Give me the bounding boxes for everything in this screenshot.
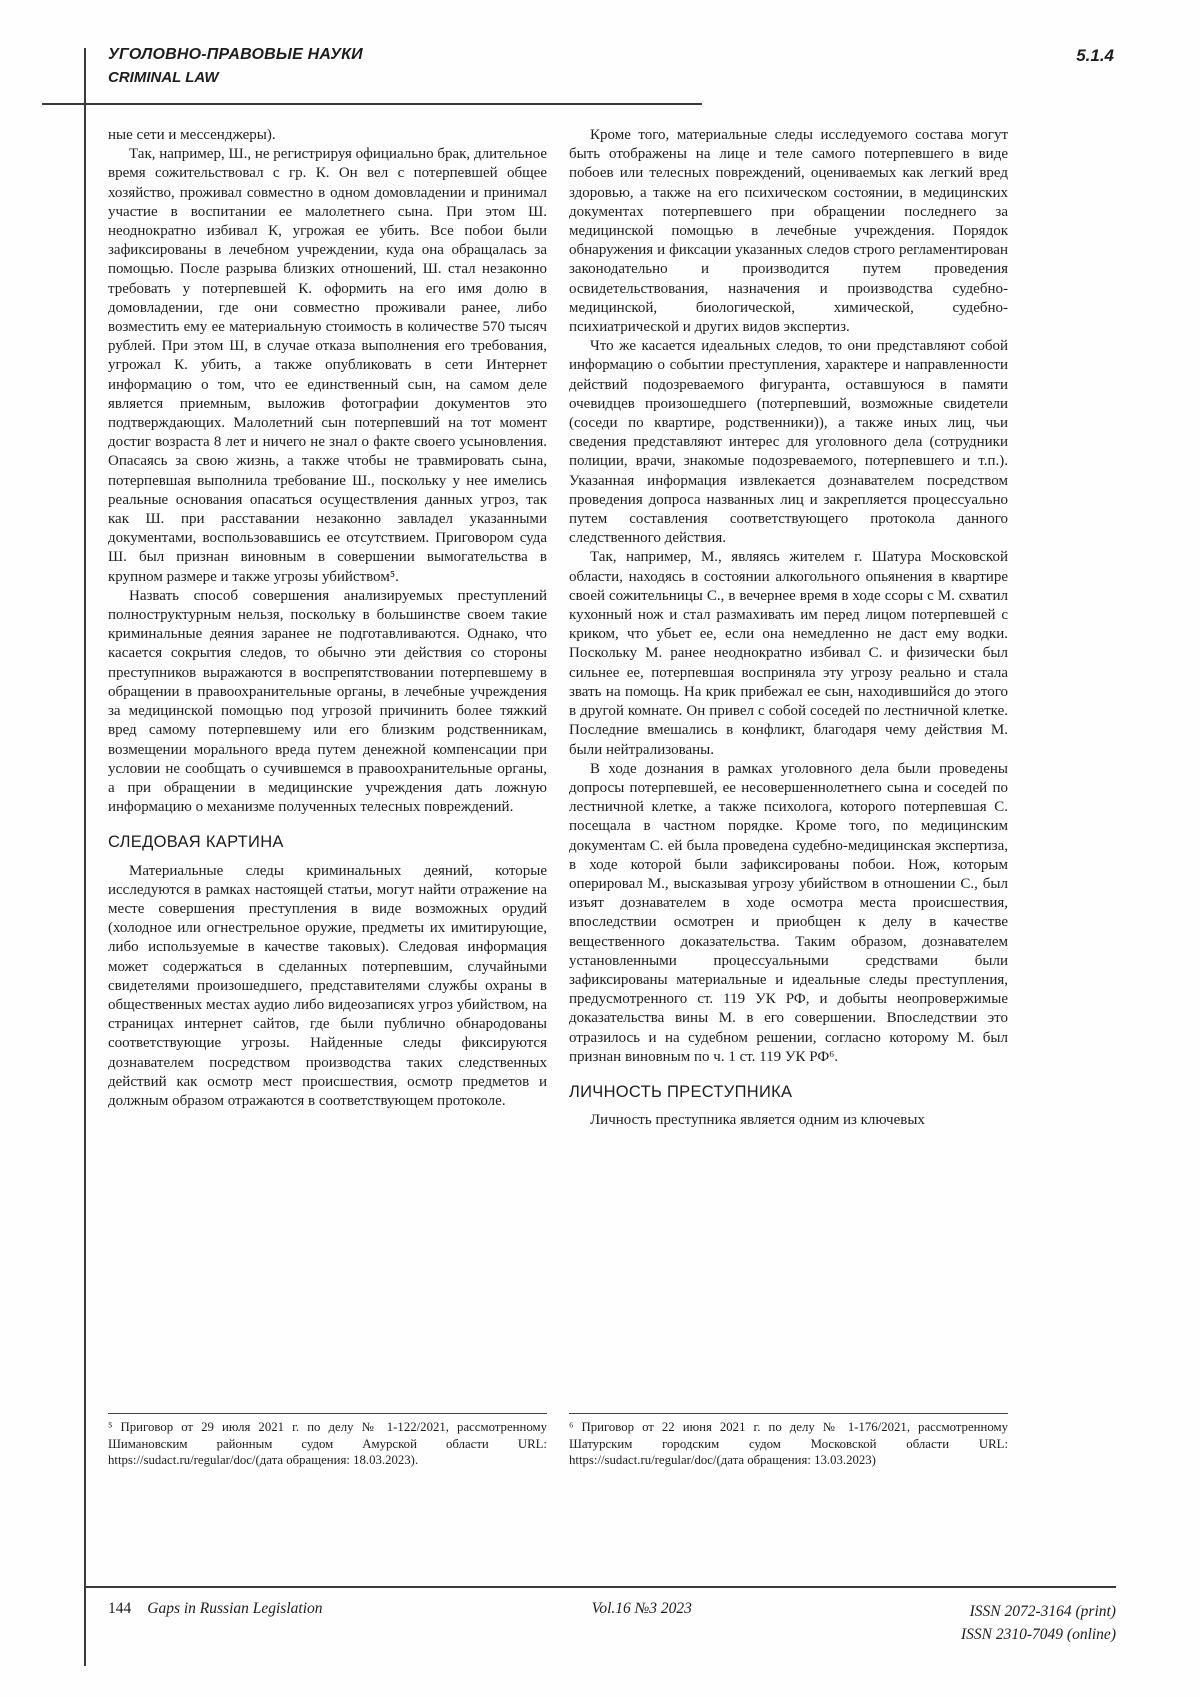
footnote-5: ⁵ Приговор от 29 июля 2021 г. по делу № 1-122/2021, рассмотренному Шимановским районным судом Амурской области URL: https://sudact.ru/regular/doc/(дата обращения: 18.03.2023).: [108, 1413, 547, 1468]
journal-title: Gaps in Russian Legislation: [147, 1600, 323, 1617]
page-header: [108, 46, 1116, 86]
paragraph: ные сети и мессенджеры).: [108, 127, 276, 143]
article-body: [108, 126, 1008, 1468]
right-column: [569, 126, 1008, 1468]
paragraph: Материальные следы криминальных деяний, которые исследуются в рамках настоящей статьи, могут найти отражение на месте совершения преступления в виде возможных орудий (холодное или огнестрельное оружие, предметы их имитирующие, либо используемые в качестве таковых). Следовая информация может содержаться в сделанных потерпевшим, случайными свидетелями произошедшего, представителями службы охраны в общественных местах аудио либо видеозаписях угроз убийством, на страницах интернет сайтов, где были публично обнародованы соответствующие угрозы. Найденные следы фиксируются дознавателем посредством производства таких следственных действий как осмотр мест происшествия, осмотр предметов и должным образом отражаются в соответствующем протоколе.: [108, 862, 547, 1109]
paragraph: Назвать способ совершения анализируемых преступлений полноструктурным нельзя, поскольку в большинстве своем такие криминальные деяния заранее не подготавливаются. Однако, что касается сокрытия следов, то обычно эти действия со стороны преступников выражаются в воспрепятствовании потерпевшему в обращении в правоохранительные органы, в лечебные учреждения за медицинской помощью под угрозой причинить более тяжкий вред самому потерпевшему или его близким родственникам, возмещении морального вреда путем денежной компенсации при условии не сообщать о сучившемся в правоохранительные органы, а при обращении в медицинские учреждения дать ложную информацию о механизме полученных телесных повреждений.: [108, 587, 547, 816]
paragraph: Так, например, Ш., не регистрируя официально брак, длительное время сожительствовал с гр. К. Он вел с потерпевшей общее хозяйство, проживал совместно в одном домовладении и принимал участие в воспитании ее малолетнего сына. При этом Ш. неоднократно избивал К, угрожая ее убить. Все побои были зафиксированы в лечебном учреждении, куда она обращалась за помощью. После разрыва близких отношений, Ш. стал незаконно требовать у потерпевшей К. оформить на его имя долю в домовладении, где они совместно проживали ранее, либо возместить ему ее материальную стоимость в количестве 570 тысяч рублей. При этом Ш, в случае отказа выполнения его требования, угрожал К. убить, а также опубликовать в сети Интернет информацию о том, что ее единственный сын, на самом деле является приемным, выложив фотографии документов это подтверждающих. Малолетний сын потерпевший на тот момент достиг возраста 8 лет и ничего не знал о факте своего усыновления. Опасаясь за свою жизнь, а также чтобы не травмировать сына, потерпевшая выполнила требование Ш., поскольку у нее имелись реальные основания опасаться осуществления данных угроз, так как Ш. при расставании незаконно завладел указанными документами, воспользовавшись ее отсутствием. Приговором суда Ш. был признан виновным в совершении вымогательства в крупном размере и также угрозы убийством⁵.: [108, 146, 547, 585]
paragraph: В ходе дознания в рамках уголовного дела были проведены допросы потерпевшей, ее несовершеннолетнего сына и соседей по лестничной клетке, а также психолога, которого потерпевшая С. посещала в частном порядке. Кроме того, по медицинским документам С. ей была проведена судебно-медицинская экспертиза, в ходе которой были зафиксированы побои. Нож, которым оперировал М., высказывая угрозу убийством в отношении С., был изъят дознавателем в ходе осмотра места происшествия, впоследствии осмотрен и приобщен к делу в качестве вещественного доказательства. Таким образом, дознавателем установленными процессуальными средствами были зафиксированы материальные и идеальные следы преступления, предусмотренного ст. 119 УК РФ, и добыты неопровержимые доказательства вины М. в его совершении. Впоследствии это отразилось и на судебном решении, согласно которому М. был признан виновным по ч. 1 ст. 119 УК РФ⁶.: [569, 760, 1008, 1065]
rubric-title-ru: УГОЛОВНО-ПРАВОВЫЕ НАУКИ: [108, 46, 363, 63]
section-heading-traces: СЛЕДОВАЯ КАРТИНА: [108, 833, 284, 852]
rubric-title-en: CRIMINAL LAW: [108, 69, 219, 86]
issn-block: [961, 1600, 1116, 1646]
page-number: 144: [108, 1600, 132, 1617]
footer-left: [84, 1600, 323, 1618]
left-margin-rule: [84, 48, 86, 1666]
rubric: [108, 46, 363, 86]
section-heading-offender: ЛИЧНОСТЬ ПРЕСТУПНИКА: [569, 1082, 793, 1101]
left-column: [108, 126, 547, 1468]
page-footer: [84, 1586, 1116, 1646]
paragraph: Что же касается идеальных следов, то они представляют собой информацию о событии преступления, характере и направленности действий подозреваемого фигуранта, оставшуюся в памяти очевидцев произошедшего (потерпевший, возможные свидетели (соседи по квартире, родственники)), а также иных лиц, чьи сведения представляют интерес для уголовного дела (сотрудники полиции, врачи, знакомые подозреваемого, потерпевшего и т.п.). Указанная информация извлекается дознавателем посредством проведения допроса названных лиц и закрепляется процессуально путем составления соответствующего протокола данного следственного действия.: [569, 338, 1008, 547]
paragraph: Так, например, М., являясь жителем г. Шатура Московской области, находясь в состоянии алкогольного опьянения в квартире своей сожительницы С., в вечернее время в ходе ссоры с М. схватил кухонный нож и стал размахивать им перед лицом потерпевшей с криком, что убьет ее, если она немедленно не даст ему водки. Поскольку М. ранее неоднократно избивал С. и физически был сильнее ее, потерпевшая восприняла эту угрозу реально и стала звать на помощь. На крик прибежал ее сын, находившийся до этого в другой комнате. Он привел с собой соседей по лестничной клетке. Последние вмешались в конфликт, благодаря чему действия М. были нейтрализованы.: [569, 549, 1008, 758]
section-code: 5.1.4: [1076, 46, 1114, 65]
paragraph: Кроме того, материальные следы исследуемого состава могут быть отображены на лице и теле самого потерпевшего в виде побоев или телесных повреждений, оцениваемых как легкий вред здоровью, а также на его психическом состоянии, в медицинских документах потерпевшего при обращении последнего за медицинской помощью в лечебные учреждения. Порядок обнаружения и фиксации указанных следов строго регламентирован законодательно и производится путем проведения освидетельствования, назначения и производства судебно-медицинской, биологической, химической, судебно-психиатрической и других видов экспертиз.: [569, 127, 1008, 336]
header-rule: [42, 103, 702, 105]
footnote-6: ⁶ Приговор от 22 июня 2021 г. по делу № 1-176/2021, рассмотренному Шатурским городским судом Московской области URL: https://sudact.ru/regular/doc/(дата обращения: 13.03.2023): [569, 1413, 1008, 1468]
volume-issue: Vol.16 №3 2023: [591, 1600, 692, 1617]
paragraph: Личность преступника является одним из ключевых: [590, 1112, 925, 1129]
issn-print: ISSN 2072-3164 (print): [969, 1603, 1116, 1620]
issn-online: ISSN 2310-7049 (online): [961, 1626, 1116, 1643]
